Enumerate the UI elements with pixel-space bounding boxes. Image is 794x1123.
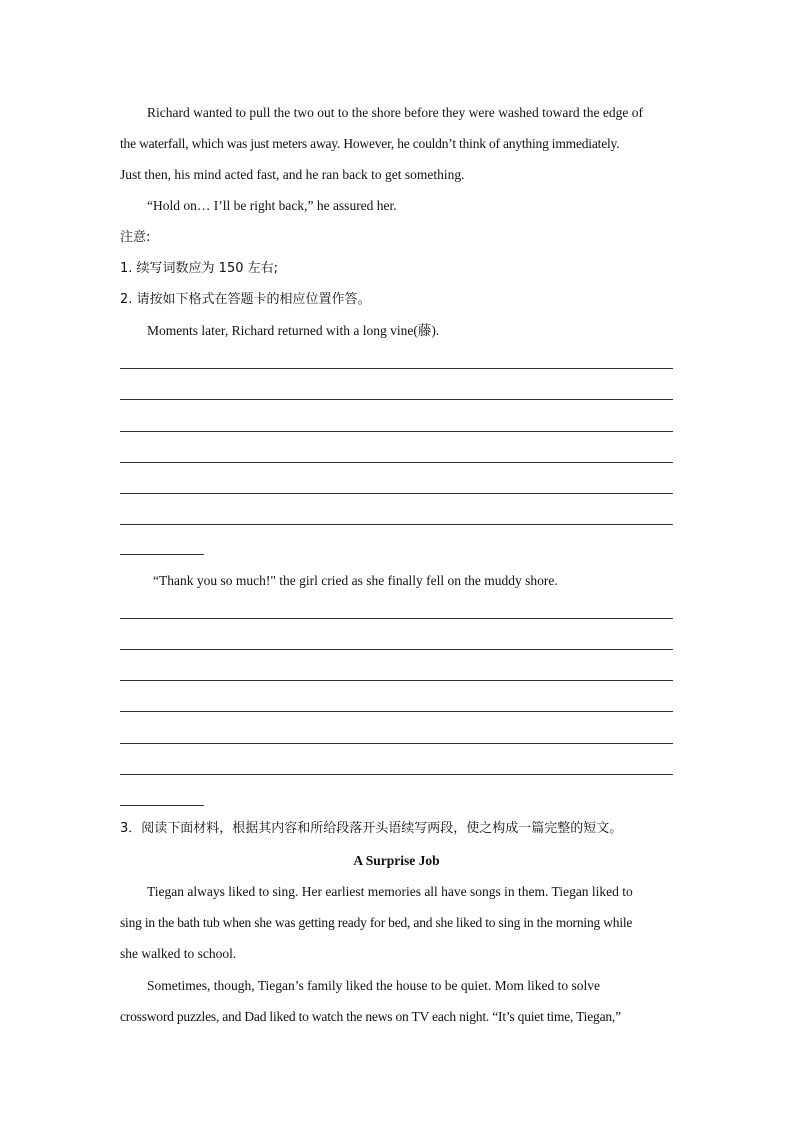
passage-line: crossword puzzles, and Dad liked to watch the news on TV each night. “It’s quiet time, Tiegan,”	[120, 1009, 621, 1024]
answer-line	[120, 368, 673, 369]
answer-line	[120, 774, 673, 775]
story-line: Richard wanted to pull the two out to the shore before they were washed toward the edge of	[147, 105, 643, 120]
notes-item: 2. 请按如下格式在答题卡的相应位置作答。	[120, 292, 371, 307]
passage-line: Tiegan always liked to sing. Her earliest memories all have songs in them. Tiegan liked to	[147, 884, 633, 899]
notes-item: 1. 续写词数应为 150 左右;	[120, 261, 278, 276]
question-3-instruction: 3．阅读下面材料，根据其内容和所给段落开头语续写两段，使之构成一篇完整的短文。	[120, 821, 623, 836]
answer-line	[120, 399, 673, 400]
answer-line	[120, 711, 673, 712]
notes-heading: 注意:	[120, 230, 151, 245]
story-line: the waterfall, which was just meters away. However, he couldn’t think of anything immediately.	[120, 136, 620, 151]
answer-line	[120, 743, 673, 744]
passage-line: sing in the bath tub when she was getting ready for bed, and she liked to sing in the morning while	[120, 915, 633, 930]
passage-line: Sometimes, though, Tiegan’s family liked the house to be quiet. Mom liked to solve	[147, 978, 600, 993]
answer-line-short	[120, 805, 204, 806]
story-line: “Hold on… I’ll be right back,” he assured her.	[147, 198, 397, 213]
answer-line	[120, 524, 673, 525]
passage-line: she walked to school.	[120, 946, 237, 961]
answer-line-short	[120, 554, 204, 555]
answer-line	[120, 462, 673, 463]
answer-line	[120, 680, 673, 681]
passage-title: A Surprise Job	[353, 853, 440, 868]
paragraph-2-prompt: “Thank you so much!" the girl cried as she finally fell on the muddy shore.	[153, 573, 558, 588]
answer-line	[120, 649, 673, 650]
answer-line	[120, 493, 673, 494]
paragraph-1-prompt: Moments later, Richard returned with a long vine(藤).	[147, 323, 440, 338]
answer-line	[120, 431, 673, 432]
answer-line	[120, 618, 673, 619]
story-line: Just then, his mind acted fast, and he ran back to get something.	[120, 167, 465, 182]
